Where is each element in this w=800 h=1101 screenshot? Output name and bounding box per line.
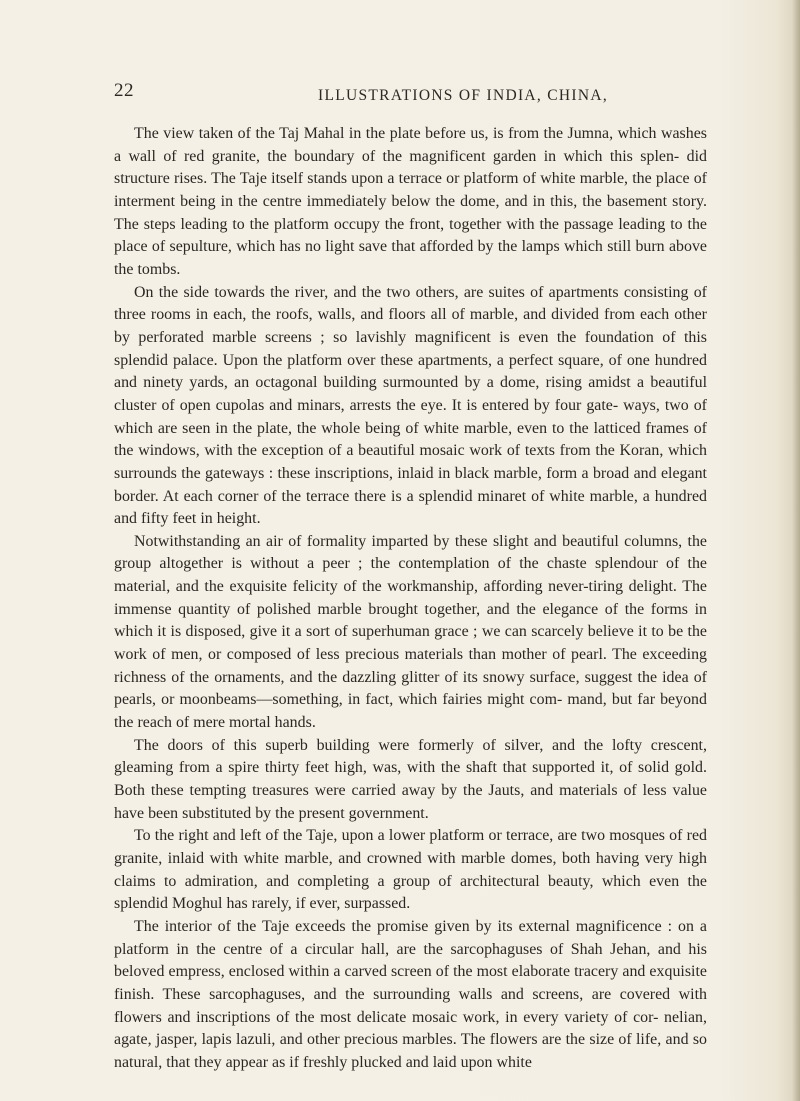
paragraph: The doors of this superb building were formerly of silver, and the lofty crescent, gleaming from a spire thirty feet high, was, with the shaft that supported it, of solid gold. Both these tempting treasures were carried away by the Jauts, and materials of less value have been substituted by the present government. bbox=[114, 736, 707, 822]
paragraph: On the side towards the river, and the two others, are suites of apartments consisting of three rooms in each, the roofs, walls, and floors all of marble, and divided from each other by perforated marble screens ; so lavishly magnificent is even the foundation of this splendid palace. Upon the platform over these apartments, a perfect square, of one hundred and ninety yards, an octagonal building surmounted by a dome, rising amidst a beautiful cluster of open cupolas and minars, arrests the eye. It is entered by four gate- ways, two of which are seen in the plate, the whole being of white marble, even to the latticed frames of the windows, with the exception of a beautiful mosaic work of texts from the Koran, which surrounds the gateways : these inscriptions, inlaid in black marble, form a broad and elegant border. At each corner of the terrace there is a splendid minaret of white marble, a hundred and fifty feet in height. bbox=[114, 283, 707, 528]
page-edge-shadow bbox=[792, 0, 800, 1101]
paragraph: The interior of the Taje exceeds the promise given by its external magnificence : on a platform in the centre of a circular hall, are the sarcophaguses of Shah Jehan, and his beloved empress, enclosed within a carved screen of the most elaborate tracery and exquisite finish. These sarcophaguses, and the surrounding walls and screens, are covered with flowers and inscriptions of the most delicate mosaic work, in every variety of cor- nelian, agate, jasper, lapis lazuli, and other precious marbles. The flowers are the size of life, and so natural, that they appear as if freshly plucked and laid upon white bbox=[114, 917, 707, 1071]
running-head-title: ILLUSTRATIONS OF INDIA, CHINA, bbox=[318, 87, 609, 104]
paragraph: The view taken of the Taj Mahal in the plate before us, is from the Jumna, which washes a wall of red granite, the boundary of the magnificent garden in which this splen- did structure rises. The Taje itself stands upon a terrace or platform of white marble, the place of interment being in the centre immediately below the dome, and in this, the basement story. The steps leading to the platform occupy the front, together with the passage leading to the place of sepulture, which has no light save that afforded by the lamps which still burn above the tombs. bbox=[114, 125, 707, 278]
paragraph: To the right and left of the Taje, upon a lower platform or terrace, are two mosques of red granite, inlaid with white marble, and crowned with marble domes, both having very high claims to admiration, and completing a group of architectural beauty, which even the splendid Moghul has rarely, if ever, surpassed. bbox=[114, 827, 707, 913]
running-head bbox=[0, 80, 800, 110]
page-number: 22 bbox=[114, 80, 134, 101]
body-text bbox=[114, 123, 707, 1075]
paragraph: Notwithstanding an air of formality imparted by these slight and beautiful columns, the group altogether is without a peer ; the contemplation of the chaste splendour of the material, and the exquisite felicity of the workmanship, affording never-tiring delight. The immense quantity of polished marble brought together, and the elegance of the forms in which it is disposed, give it a sort of superhuman grace ; we can scarcely believe it to be the work of men, or composed of less precious materials than mother of pearl. The exceeding richness of the ornaments, and the dazzling glitter of its snowy surface, suggest the idea of pearls, or moonbeams—something, in fact, which fairies might com- mand, but far beyond the reach of mere mortal hands. bbox=[114, 532, 707, 732]
